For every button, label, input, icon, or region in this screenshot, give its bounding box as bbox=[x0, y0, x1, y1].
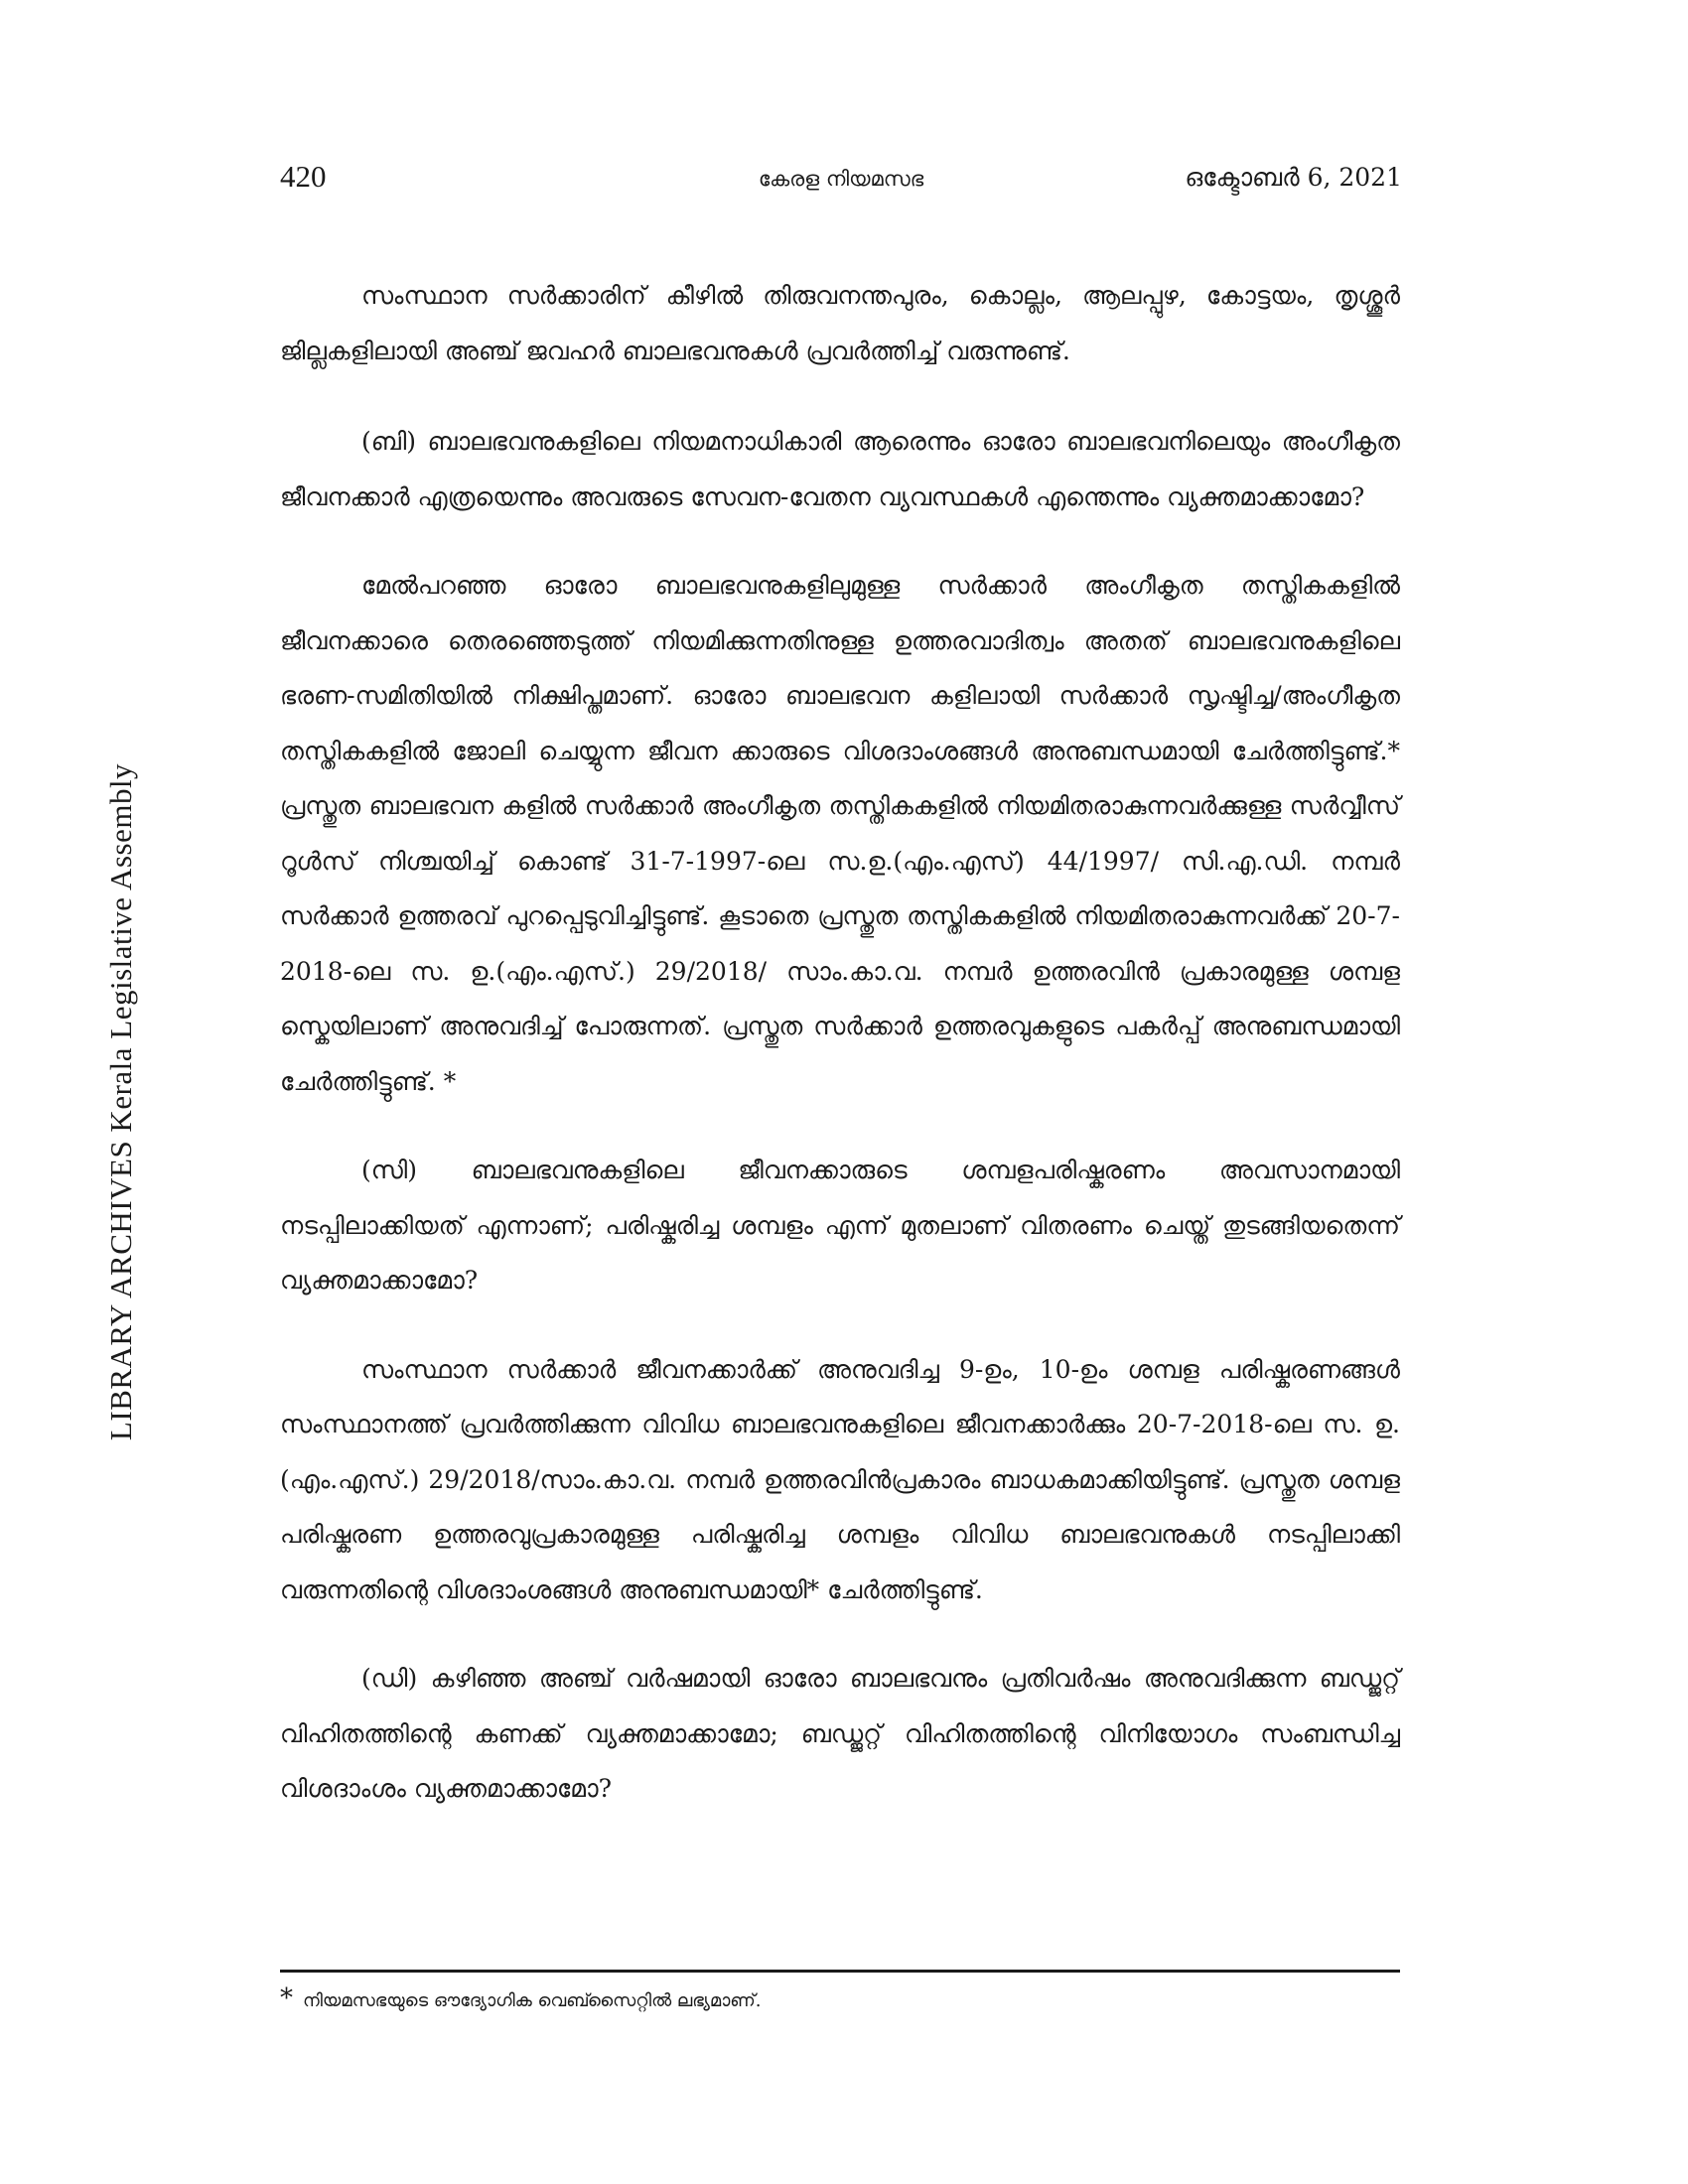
answer-paragraph-b: മേൽപറഞ്ഞ ഓരോ ബാലഭവനുകളിലുമുള്ള സർക്കാർ അംഗീകൃത തസ്തികകളിൽ ജീവനക്കാരെ തെരഞ്ഞെടുത്ത് നിയമിക്കുന്നതിനുള്ള ഉത്തരവാദിത്വം അതത് ബാലഭവനുകളിലെ ഭരണ-സമിതിയിൽ നിക്ഷിപ്തമാണ്. ഓരോ ബാലഭവന കളിലായി സർക്കാർ സൃഷ്ടിച്ച/അംഗീകൃത തസ്തികകളിൽ ജോലി ചെയ്യുന്ന ജീവന ക്കാരുടെ വിശദാംശങ്ങൾ അനുബന്ധമായി ചേർത്തിട്ടുണ്ട്.* പ്രസ്തുത ബാലഭവന കളിൽ സർക്കാർ അംഗീകൃത തസ്തികകളിൽ നിയമിതരാകുന്നവർക്കുള്ള സർവ്വീസ് റൂൾസ് നിശ്ചയിച്ച് കൊണ്ട് 31-7-1997-ലെ സ.ഉ.(എം.എസ്) 44/1997/ സി.എ.ഡി. നമ്പർ സർക്കാർ ഉത്തരവ് പുറപ്പെടുവിച്ചിട്ടുണ്ട്. കൂടാതെ പ്രസ്തുത തസ്തികകളിൽ നിയമിതരാകുന്നവർക്ക് 20-7-2018-ലെ സ. ഉ.(എം.എസ്.) 29/2018/ സാം.കാ.വ. നമ്പർ ഉത്തരവിൻ പ്രകാരമുള്ള ശമ്പള സ്കെയിലാണ് അനുവദിച്ച് പോരുന്നത്. പ്രസ്തുത സർക്കാർ ഉത്തരവുകളുടെ പകർപ്പ് അനുബന്ധമായി ചേർത്തിട്ടുണ്ട്. * bbox=[280, 571, 1400, 1096]
answer-paragraph-c: സംസ്ഥാന സർക്കാർ ജീവനക്കാർക്ക് അനുവദിച്ച 9-ഉം, 10-ഉം ശമ്പള പരിഷ്കരണങ്ങൾ സംസ്ഥാനത്ത് പ്രവർത്തിക്കുന്ന വിവിധ ബാലഭവനുകളിലെ ജീവനക്കാർക്കും 20-7-2018-ലെ സ. ഉ.(എം.എസ്.) 29/2018/സാം.കാ.വ. നമ്പർ ഉത്തരവിൻപ്രകാരം ബാധകമാക്കിയിട്ടുണ്ട്. പ്രസ്തുത ശമ്പള പരിഷ്കരണ ഉത്തരവുപ്രകാരമുള്ള പരിഷ്കരിച്ച ശമ്പളം വിവിധ ബാലഭവനുകൾ നടപ്പിലാക്കി വരുന്നതിന്റെ വിശദാംശങ്ങൾ അനുബന്ധമായി* ചേർത്തിട്ടുണ്ട്. bbox=[280, 1354, 1400, 1604]
answer-paragraph: സംസ്ഥാന സർക്കാരിന് കീഴിൽ തിരുവനന്തപുരം, കൊല്ലം, ആലപ്പുഴ, കോട്ടയം, തൃശ്ശൂർ ജില്ലകളിലായി അഞ്ച് ജവഹർ ബാലഭവനുകൾ പ്രവർത്തിച്ച് വരുന്നുണ്ട്. bbox=[280, 281, 1400, 365]
footnote bbox=[280, 1983, 1400, 2013]
page-number: 420 bbox=[280, 159, 327, 194]
running-title: കേരള നിയമസഭ bbox=[758, 167, 924, 191]
question-paragraph-c: (സി) ബാലഭവനുകളിലെ ജീവനക്കാരുടെ ശമ്പളപരിഷ്കരണം അവസാനമായി നടപ്പിലാക്കിയത് എന്നാണ്; പരിഷ്കരിച്ച ശമ്പളം എന്ന് മുതലാണ് വിതരണം ചെയ്ത് തുടങ്ങിയതെന്ന് വ്യക്തമാക്കാമോ? bbox=[280, 1156, 1400, 1295]
page-header bbox=[280, 159, 1402, 203]
question-paragraph-b: (ബി) ബാലഭവനുകളിലെ നിയമനാധികാരി ആരെന്നും ഓരോ ബാലഭവനിലെയും അംഗീകൃത ജീവനക്കാർ എത്രയെന്നും അവരുടെ സേവന-വേതന വ്യവസ്ഥകൾ എന്തെന്നും വ്യക്തമാക്കാമോ? bbox=[280, 427, 1400, 511]
footnote-divider bbox=[280, 1970, 1400, 1973]
header-date: ഒക്ടോബർ 6, 2021 bbox=[1185, 163, 1402, 192]
footnote-mark: * bbox=[280, 1983, 293, 2013]
footnote-text: നിയമസഭയുടെ ഔദ്യോഗിക വെബ്സൈറ്റിൽ ലഭ്യമാണ്. bbox=[303, 1990, 762, 2011]
question-paragraph-d: (ഡി) കഴിഞ്ഞ അഞ്ച് വർഷമായി ഓരോ ബാലഭവനും പ്രതിവർഷം അനുവദിക്കുന്ന ബഡ്ജറ്റ് വിഹിതത്തിന്റെ കണക്ക് വ്യക്തമാക്കാമോ; ബഡ്ജറ്റ് വിഹിതത്തിന്റെ വിനിയോഗം സംബന്ധിച്ച വിശദാംശം വ്യക്തമാക്കാമോ? bbox=[280, 1664, 1400, 1803]
archive-watermark: LIBRARY ARCHIVES Kerala Legislative Assembly bbox=[103, 762, 138, 1441]
document-body bbox=[280, 268, 1400, 1817]
